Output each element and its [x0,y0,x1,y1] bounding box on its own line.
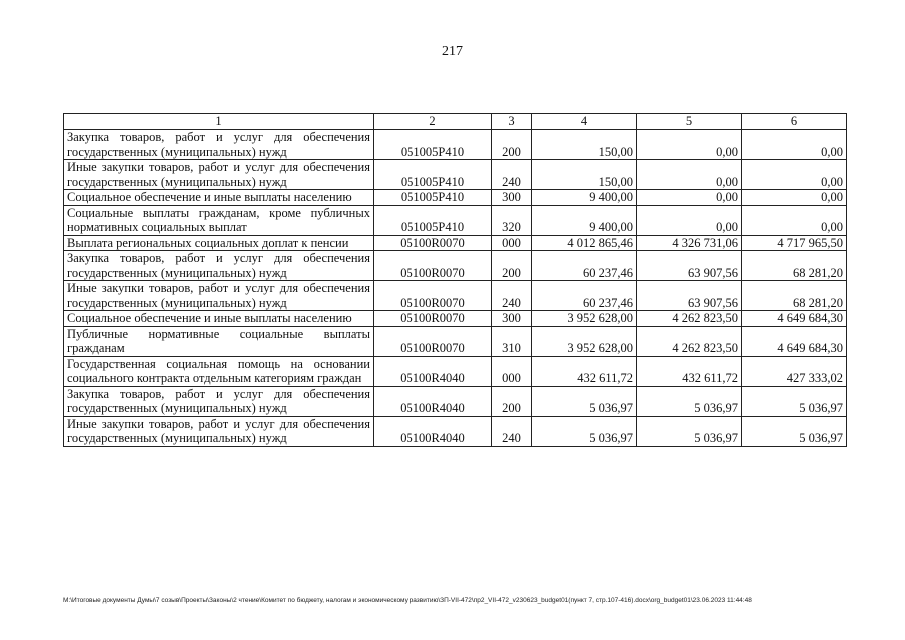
row-type-cell: 240 [492,281,532,311]
row-type-cell: 240 [492,416,532,446]
row-value-col5: 5 036,97 [637,416,742,446]
row-name-cell: Государственная социальная помощь на основании социального контракта отдельным категориям граждан [64,356,374,386]
row-value-col4: 5 036,97 [532,386,637,416]
table-row [64,326,847,356]
row-value-col6: 0,00 [742,190,847,206]
table-header-row [64,114,847,130]
row-value-col4: 432 611,72 [532,356,637,386]
table-row [64,190,847,206]
row-value-col6: 68 281,20 [742,251,847,281]
row-value-col4: 9 400,00 [532,190,637,206]
row-value-col6: 427 333,02 [742,356,847,386]
table-row [64,235,847,251]
row-value-col5: 5 036,97 [637,386,742,416]
document-path-footer: M:\Итоговые документы Думы\7 созыв\Проекты\Законы\2 чтение\Комитет по бюджету, налогам и экономическому развитию\ЗП-VII-472\пр2_VII-472_v230623_budget01(пункт 7, стр.107-416).docx\org_budget01\23.06.2023 11:44:48 [63,597,752,604]
table-row [64,205,847,235]
row-value-col5: 4 262 823,50 [637,326,742,356]
table-row [64,281,847,311]
row-value-col6: 4 649 684,30 [742,326,847,356]
table-row [64,160,847,190]
row-value-col4: 5 036,97 [532,416,637,446]
row-value-col6: 4 649 684,30 [742,311,847,327]
row-value-col5: 63 907,56 [637,251,742,281]
row-value-col4: 4 012 865,46 [532,235,637,251]
row-code-cell: 051005P410 [374,205,492,235]
row-value-col5: 63 907,56 [637,281,742,311]
row-name-cell: Публичные нормативные социальные выплаты гражданам [64,326,374,356]
row-code-cell: 05100R4040 [374,356,492,386]
row-name-cell: Закупка товаров, работ и услуг для обеспечения государственных (муниципальных) нужд [64,130,374,160]
row-value-col5: 4 326 731,06 [637,235,742,251]
row-code-cell: 05100R0070 [374,251,492,281]
row-name-cell: Социальные выплаты гражданам, кроме публичных нормативных социальных выплат [64,205,374,235]
row-name-cell: Иные закупки товаров, работ и услуг для обеспечения государственных (муниципальных) нужд [64,416,374,446]
row-value-col6: 4 717 965,50 [742,235,847,251]
row-type-cell: 300 [492,190,532,206]
row-value-col6: 0,00 [742,160,847,190]
header-col-4: 4 [532,114,637,130]
table-row [64,251,847,281]
header-col-2: 2 [374,114,492,130]
row-value-col4: 3 952 628,00 [532,326,637,356]
row-code-cell: 051005P410 [374,160,492,190]
page-number: 217 [442,44,463,59]
row-value-col4: 60 237,46 [532,281,637,311]
row-code-cell: 05100R4040 [374,416,492,446]
row-name-cell: Выплата региональных социальных доплат к пенсии [64,235,374,251]
row-value-col5: 0,00 [637,130,742,160]
row-type-cell: 240 [492,160,532,190]
table-row [64,130,847,160]
row-value-col6: 5 036,97 [742,386,847,416]
row-value-col5: 4 262 823,50 [637,311,742,327]
row-type-cell: 300 [492,311,532,327]
row-value-col4: 3 952 628,00 [532,311,637,327]
table-row [64,386,847,416]
row-code-cell: 05100R0070 [374,311,492,327]
row-value-col5: 432 611,72 [637,356,742,386]
header-col-1: 1 [64,114,374,130]
budget-table [63,113,847,447]
row-code-cell: 05100R0070 [374,235,492,251]
row-name-cell: Закупка товаров, работ и услуг для обеспечения государственных (муниципальных) нужд [64,386,374,416]
row-type-cell: 310 [492,326,532,356]
row-name-cell: Иные закупки товаров, работ и услуг для обеспечения государственных (муниципальных) нужд [64,160,374,190]
row-value-col4: 150,00 [532,130,637,160]
row-code-cell: 051005P410 [374,190,492,206]
row-type-cell: 200 [492,386,532,416]
header-col-3: 3 [492,114,532,130]
row-value-col4: 60 237,46 [532,251,637,281]
table-row [64,356,847,386]
table-body [64,130,847,447]
row-name-cell: Социальное обеспечение и иные выплаты населению [64,311,374,327]
row-value-col5: 0,00 [637,190,742,206]
row-type-cell: 200 [492,251,532,281]
row-value-col6: 0,00 [742,130,847,160]
row-type-cell: 200 [492,130,532,160]
row-value-col6: 5 036,97 [742,416,847,446]
header-col-6: 6 [742,114,847,130]
row-value-col4: 9 400,00 [532,205,637,235]
row-code-cell: 051005P410 [374,130,492,160]
row-code-cell: 05100R0070 [374,281,492,311]
row-name-cell: Закупка товаров, работ и услуг для обеспечения государственных (муниципальных) нужд [64,251,374,281]
row-value-col6: 0,00 [742,205,847,235]
row-type-cell: 000 [492,356,532,386]
header-col-5: 5 [637,114,742,130]
row-value-col4: 150,00 [532,160,637,190]
row-code-cell: 05100R0070 [374,326,492,356]
row-name-cell: Иные закупки товаров, работ и услуг для обеспечения государственных (муниципальных) нужд [64,281,374,311]
row-value-col5: 0,00 [637,205,742,235]
row-type-cell: 000 [492,235,532,251]
row-name-cell: Социальное обеспечение и иные выплаты населению [64,190,374,206]
row-code-cell: 05100R4040 [374,386,492,416]
row-type-cell: 320 [492,205,532,235]
table-row [64,416,847,446]
table-row [64,311,847,327]
row-value-col5: 0,00 [637,160,742,190]
row-value-col6: 68 281,20 [742,281,847,311]
